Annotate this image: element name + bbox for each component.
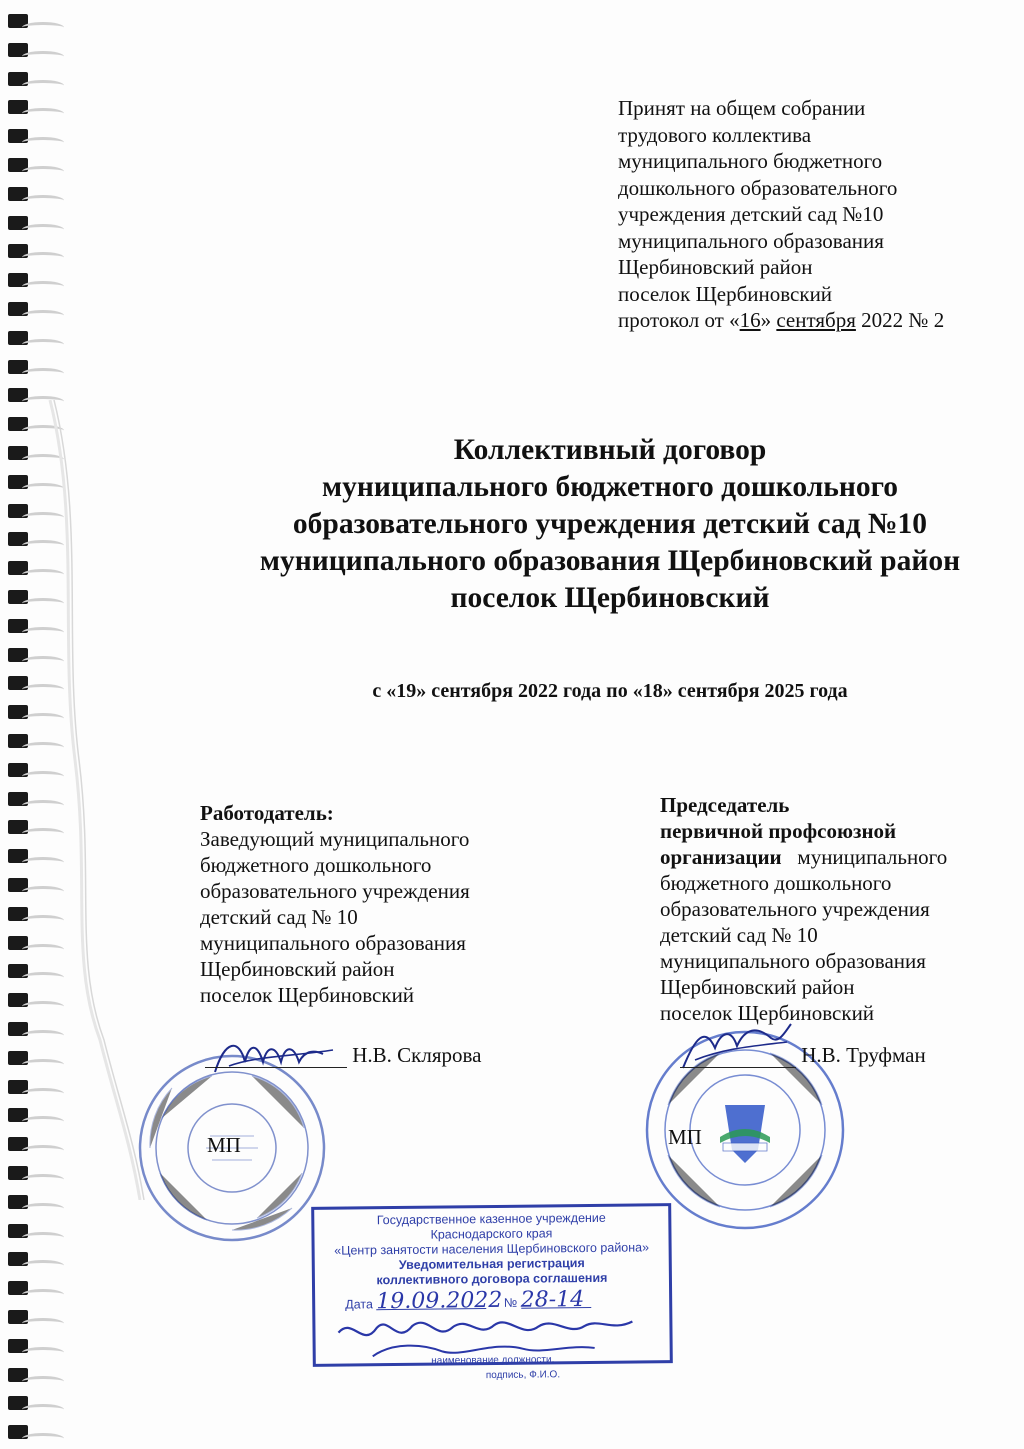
binding-coil xyxy=(22,310,64,321)
employer-block xyxy=(200,800,530,1008)
protocol-month: сентября xyxy=(776,308,856,332)
binding-coil xyxy=(22,1433,64,1444)
stamp-signature-caption: подпись, Ф.И.О. xyxy=(485,1369,561,1382)
employer-seal-label: МП xyxy=(207,1133,241,1157)
acceptance-line: Щербиновский район xyxy=(618,255,813,279)
stamp-line: «Центр занятости населения Щербиновского района» xyxy=(334,1240,650,1258)
union-seal-label: МП xyxy=(668,1125,702,1149)
union-heading-rest: муниципального xyxy=(781,845,948,869)
acceptance-line: трудового коллектива xyxy=(618,122,812,147)
acceptance-line: Принят на общем собрании xyxy=(618,96,866,120)
union-heading-line: первичной профсоюзной xyxy=(660,819,897,843)
union-signature-line xyxy=(680,1043,926,1068)
title-line: муниципального бюджетного дошкольного xyxy=(321,471,899,503)
stamp-date-label: Дата xyxy=(345,1297,373,1312)
protocol-mid: » xyxy=(760,308,777,332)
stamp-position-caption: наименование должности, xyxy=(431,1354,555,1367)
acceptance-line: муниципального бюджетного xyxy=(618,149,883,173)
binding-coil xyxy=(22,1318,64,1329)
stamp-line: Уведомительная регистрация xyxy=(398,1256,585,1272)
binding-coil xyxy=(22,1203,64,1214)
employer-signature-line xyxy=(205,1043,481,1068)
acceptance-line: учреждения детский сад №10 xyxy=(618,202,884,226)
binding-coil xyxy=(22,108,64,119)
employer-line: образовательного учреждения xyxy=(200,879,470,903)
binding-coil xyxy=(22,339,64,350)
stamp-date-value: 19.09.2022 xyxy=(376,1287,503,1315)
binding-coil xyxy=(22,195,64,206)
union-line: детский сад № 10 xyxy=(660,923,818,947)
union-heading-bold: организации xyxy=(660,845,782,869)
binding-coil xyxy=(22,80,64,91)
binding-coil xyxy=(22,368,64,379)
union-heading-line: Председатель xyxy=(660,793,790,817)
union-line: Щербиновский район xyxy=(660,975,855,999)
title-line: муниципального образования Щербиновский район xyxy=(259,545,961,577)
protocol-prefix: протокол от « xyxy=(618,308,740,332)
stamp-number-label: № xyxy=(503,1295,518,1310)
union-signatory-name: Н.В. Труфман xyxy=(801,1043,926,1067)
employer-line: бюджетного дошкольного xyxy=(200,853,432,877)
document-title xyxy=(200,432,1020,617)
binding-coil xyxy=(22,224,64,235)
union-line: поселок Щербиновский xyxy=(660,1001,875,1025)
title-line: образовательного учреждения детский сад №10 xyxy=(292,508,928,540)
union-line: образовательного учреждения xyxy=(660,897,930,921)
union-heading-line xyxy=(660,844,1020,870)
binding-coil xyxy=(22,1347,64,1358)
binding-coil xyxy=(22,1260,64,1271)
protocol-day: 16 xyxy=(739,308,761,332)
binding-coil xyxy=(22,1232,64,1243)
union-block xyxy=(660,792,1020,1026)
employer-line: муниципального образования xyxy=(200,931,466,955)
protocol-line xyxy=(618,307,1018,334)
employer-line: Щербиновский район xyxy=(200,957,395,981)
protocol-number: 2022 № 2 xyxy=(855,308,945,332)
acceptance-line: поселок Щербиновский xyxy=(618,281,833,306)
stamp-date-row xyxy=(315,1287,669,1315)
registration-stamp xyxy=(311,1203,673,1382)
employer-signatory-name: Н.В. Склярова xyxy=(352,1043,482,1067)
signature-underline xyxy=(205,1047,347,1068)
binding-coil xyxy=(22,166,64,177)
acceptance-line: муниципального образования xyxy=(618,228,884,253)
binding-coil xyxy=(22,1404,64,1415)
employer-heading: Работодатель: xyxy=(200,801,334,825)
binding-coil xyxy=(22,281,64,292)
validity-period: с «19» сентября 2022 года по «18» сентября 2025 года xyxy=(372,680,848,702)
binding-coil xyxy=(22,1289,64,1300)
union-line: муниципального образования xyxy=(660,949,926,973)
title-line: поселок Щербиновский xyxy=(450,582,770,614)
employer-line: детский сад № 10 xyxy=(200,905,358,929)
binding-coil xyxy=(22,1376,64,1387)
stamp-line: Государственное казенное учреждение xyxy=(376,1210,606,1228)
binding-coil xyxy=(22,51,64,62)
union-line: бюджетного дошкольного xyxy=(660,871,892,895)
stamp-number-value: 28-14 xyxy=(521,1292,591,1309)
binding-coil xyxy=(22,22,64,33)
binding-coil xyxy=(22,252,64,263)
stamp-line: Краснодарского края xyxy=(430,1226,553,1242)
signature-underline xyxy=(680,1047,796,1068)
acceptance-line: дошкольного образовательного xyxy=(618,175,898,200)
stamp-line: коллективного договора соглашения xyxy=(376,1270,608,1288)
acceptance-note xyxy=(618,95,1018,334)
employer-line: Заведующий муниципального xyxy=(200,827,470,851)
employer-line: поселок Щербиновский xyxy=(200,983,415,1007)
binding-coil xyxy=(22,137,64,148)
title-line: Коллективный договор xyxy=(453,434,767,466)
